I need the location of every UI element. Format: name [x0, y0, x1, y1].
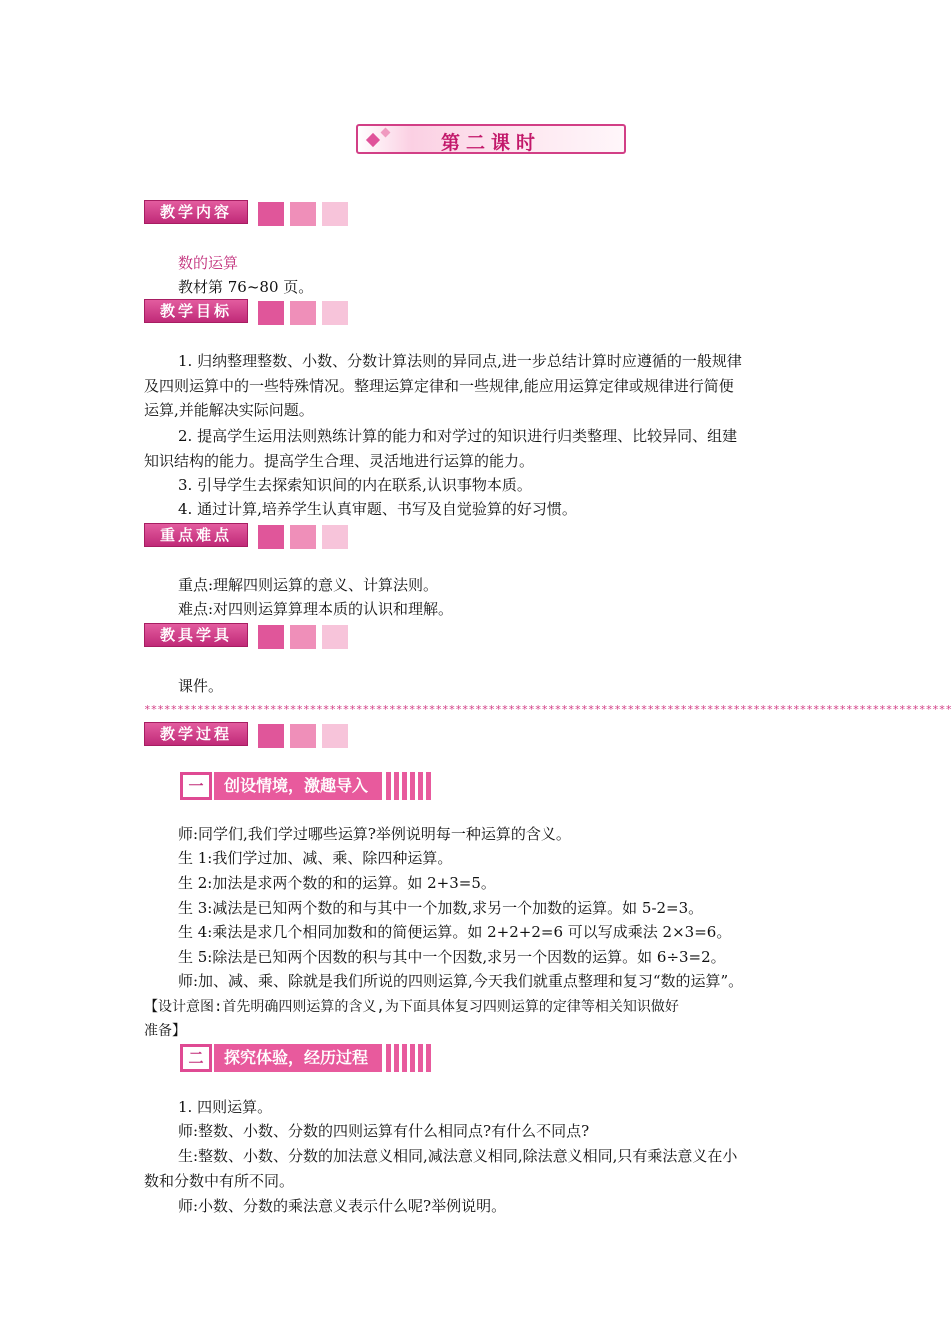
design-intent: 准备】	[144, 1023, 186, 1039]
decor-bar	[394, 772, 399, 800]
decor-bar	[394, 1044, 399, 1072]
decor-bar	[426, 1044, 431, 1072]
step-number: 二	[180, 1044, 212, 1072]
step-number: 一	[180, 772, 212, 800]
goal-line: 3. 引导学生去探索知识间的内在联系,认识事物本质。	[178, 476, 532, 494]
decor-block	[258, 525, 284, 549]
goal-line: 2. 提高学生运用法则熟练计算的能力和对学过的知识进行归类整理、比较异同、组建	[178, 427, 738, 445]
dialogue-line: 生:整数、小数、分数的加法意义相同,减法意义相同,除法意义相同,只有乘法意义在小	[178, 1147, 738, 1165]
step-banner-1	[180, 772, 436, 800]
decor-bar	[418, 1044, 423, 1072]
decor-block	[290, 525, 316, 549]
section-header-keypoints	[144, 523, 364, 549]
decor-block	[258, 625, 284, 649]
keypoint-line: 重点:理解四则运算的意义、计算法则。	[178, 576, 439, 594]
decor-block	[322, 625, 348, 649]
decor-bar	[410, 1044, 415, 1072]
dialogue-line: 数和分数中有所不同。	[144, 1172, 295, 1190]
section-header-content	[144, 200, 364, 226]
design-intent: 【设计意图:首先明确四则运算的含义,为下面具体复习四则运算的定律等相关知识做好	[144, 999, 679, 1015]
goal-line: 4. 通过计算,培养学生认真审题、书写及自觉验算的好习惯。	[178, 500, 577, 518]
dialogue-line: 生 2:加法是求两个数的和的运算。如 2+3=5。	[178, 874, 496, 892]
section-label: 重点难点	[144, 523, 248, 547]
section-header-tools	[144, 623, 364, 649]
decor-block	[290, 202, 316, 226]
section-header-process	[144, 722, 364, 748]
decor-bar	[418, 772, 423, 800]
decor-bar	[402, 1044, 407, 1072]
dialogue-line: 生 3:减法是已知两个数的和与其中一个加数,求另一个加数的运算。如 5-2=3。	[178, 899, 704, 917]
dialogue-line: 生 1:我们学过加、减、乘、除四种运算。	[178, 849, 453, 867]
decor-block	[290, 724, 316, 748]
decor-block	[322, 301, 348, 325]
decor-block	[290, 301, 316, 325]
decor-bar	[386, 772, 391, 800]
decor-block	[258, 202, 284, 226]
content-topic: 数的运算	[178, 254, 239, 272]
decor-bar	[402, 772, 407, 800]
dialogue-line: 师:小数、分数的乘法意义表示什么呢?举例说明。	[178, 1197, 507, 1215]
decor-block	[322, 525, 348, 549]
goal-line: 及四则运算中的一些特殊情况。整理运算定律和一些规律,能应用运算定律或规律进行简便	[144, 377, 734, 395]
goal-line: 1. 归纳整理整数、小数、分数计算法则的异同点,进一步总结计算时应遵循的一般规律	[178, 352, 742, 370]
decor-block	[290, 625, 316, 649]
decor-block	[322, 724, 348, 748]
step-banner-2	[180, 1044, 436, 1072]
section-label: 教学目标	[144, 299, 248, 323]
star-divider: **************************************************************************************************************************	[144, 703, 952, 716]
decor-bar	[410, 772, 415, 800]
dialogue-line: 生 5:除法是已知两个因数的积与其中一个因数,求另一个因数的运算。如 6÷3=2。	[178, 948, 726, 966]
dialogue-line: 师:同学们,我们学过哪些运算?举例说明每一种运算的含义。	[178, 825, 571, 843]
lesson-title-banner	[356, 124, 626, 154]
section-label: 教具学具	[144, 623, 248, 647]
lesson-title: 第二课时	[440, 132, 541, 154]
decor-bar	[386, 1044, 391, 1072]
dialogue-line: 师:整数、小数、分数的四则运算有什么相同点?有什么不同点?	[178, 1122, 590, 1140]
dialogue-line: 1. 四则运算。	[178, 1098, 273, 1116]
section-label: 教学过程	[144, 722, 248, 746]
goal-line: 运算,并能解决实际问题。	[144, 401, 314, 419]
decor-bar	[426, 772, 431, 800]
section-label: 教学内容	[144, 200, 248, 224]
step-title: 探究体验，经历过程	[214, 1044, 382, 1072]
tools-line: 课件。	[178, 677, 224, 695]
decor-block	[258, 301, 284, 325]
dialogue-line: 师:加、减、乘、除就是我们所说的四则运算,今天我们就重点整理和复习“数的运算”。	[178, 972, 744, 990]
section-header-goals	[144, 299, 364, 325]
difficulty-line: 难点:对四则运算算理本质的认识和理解。	[178, 600, 454, 618]
dialogue-line: 生 4:乘法是求几个相同加数和的简便运算。如 2+2+2=6 可以写成乘法 2×3=6。	[178, 923, 732, 941]
decor-block	[322, 202, 348, 226]
content-pages: 教材第 76~80 页。	[178, 278, 314, 296]
decor-block	[258, 724, 284, 748]
goal-line: 知识结构的能力。提高学生合理、灵活地进行运算的能力。	[144, 452, 535, 470]
step-title: 创设情境，激趣导入	[214, 772, 382, 800]
